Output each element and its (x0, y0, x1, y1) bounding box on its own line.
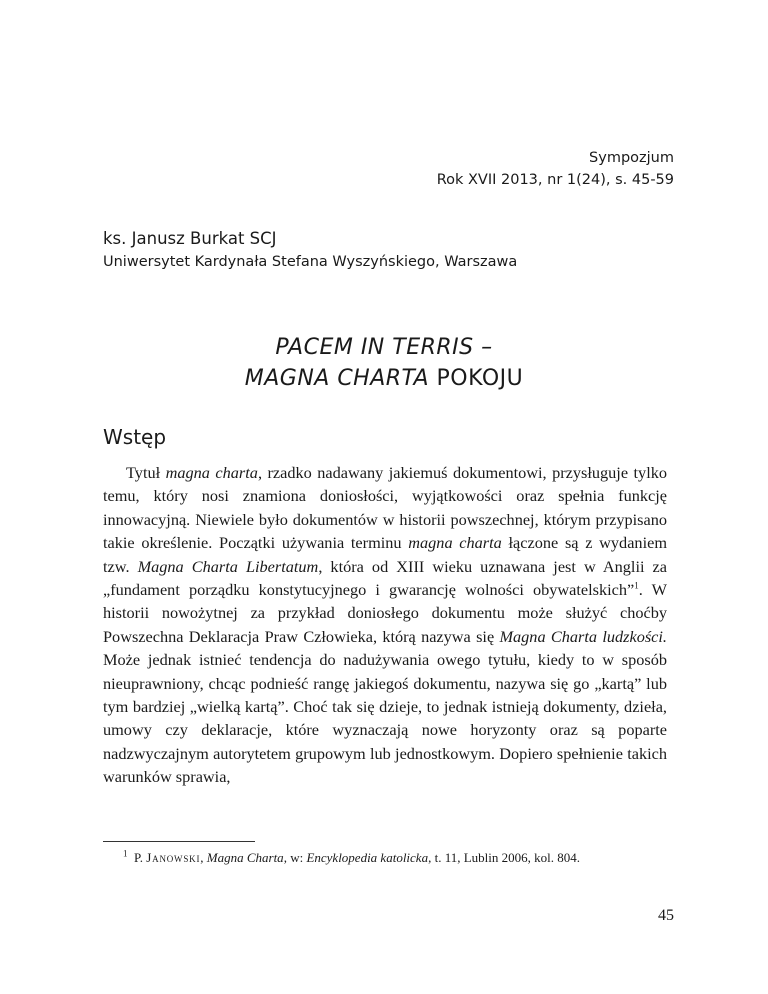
body-text-run: , która od XIII wieku uznawana jest w Anglii za „fundament porządku konstytucyjnego i gwarancję wolności obywatelskich” (103, 556, 667, 600)
footnote-source: Encyklopedia katolicka (306, 850, 429, 865)
footnote-divider (103, 841, 255, 842)
footnote-separator: , (200, 850, 207, 865)
body-italic-run: Magna Charta ludzkości. (499, 626, 667, 646)
body-text-run: . W historii nowożytnej za przykład doniosłego dokumentu może służyć choćby Powszechna Deklaracja Praw Człowieka, którą nazywa się (103, 580, 667, 646)
journal-issue: Rok XVII 2013, nr 1(24), s. 45-59 (436, 172, 674, 188)
section-heading: Wstęp (103, 425, 167, 449)
footnote-separator: , w: (283, 850, 307, 865)
title-line-1: PACEM IN TERRIS – (275, 335, 493, 360)
footnote-reference[interactable]: 1 (634, 580, 639, 591)
body-italic-run: magna charta (408, 533, 502, 553)
footnote-author-initial: P. (134, 850, 147, 865)
author-block (103, 227, 517, 273)
title-line-2 (0, 363, 768, 394)
body-text (103, 461, 667, 789)
title-line-2-rest: POKOJU (429, 366, 524, 391)
article-title (0, 332, 768, 394)
title-line-2-italic: MAGNA CHARTA (244, 366, 430, 391)
body-text-run: Może jednak istnieć tendencja do nadużywania owego tytułu, kiedy to w sposób nieuprawniony, chcąc podnieść rangę jakiegoś dokumentu, nazywa się go „kartą” lub tym bardziej „wielką kartą”. Choć tak się dzieje, to jednak istnieją dokumenty, dzieła, umowy czy deklaracje, które wyznaczają nowe horyzonty oraz są poparte nadzwyczajnym autorytetem grupowym lub jednostkowym. Dopiero spełnienie takich warunków sprawia, (103, 650, 667, 787)
body-text-run: łączone są z wydaniem tzw. (103, 533, 667, 576)
body-paragraph (103, 461, 667, 789)
journal-name: Sympozjum (589, 150, 674, 166)
footnote-title: Magna Charta (206, 850, 284, 865)
journal-header (437, 147, 674, 191)
author-name: ks. Janusz Burkat SCJ (103, 229, 277, 248)
body-text-run: Tytuł (126, 463, 166, 482)
author-affiliation: Uniwersytet Kardynała Stefana Wyszyńskiego, Warszawa (103, 254, 518, 270)
body-text-run: , rzadko nadawany jakiemuś dokumentowi, przysługuje tylko temu, który nosi znamiona doniosłości, wyjątkowości oraz spełnia funkcję innowacyjną. Niewiele było dokumentów w historii powszechnej, którym przypisano takie określenie. Początki używania terminu (103, 463, 667, 553)
footnote (103, 848, 667, 868)
footnote-details: , t. 11, Lublin 2006, kol. 804. (428, 850, 580, 865)
body-italic-run: Magna Charta Libertatum (137, 556, 319, 576)
page-number: 45 (658, 907, 674, 924)
footnote-number: 1 (123, 848, 128, 859)
footnote-paragraph (103, 848, 667, 868)
footnote-author-surname: Janowski (146, 850, 201, 865)
body-italic-run: magna charta (165, 463, 258, 482)
